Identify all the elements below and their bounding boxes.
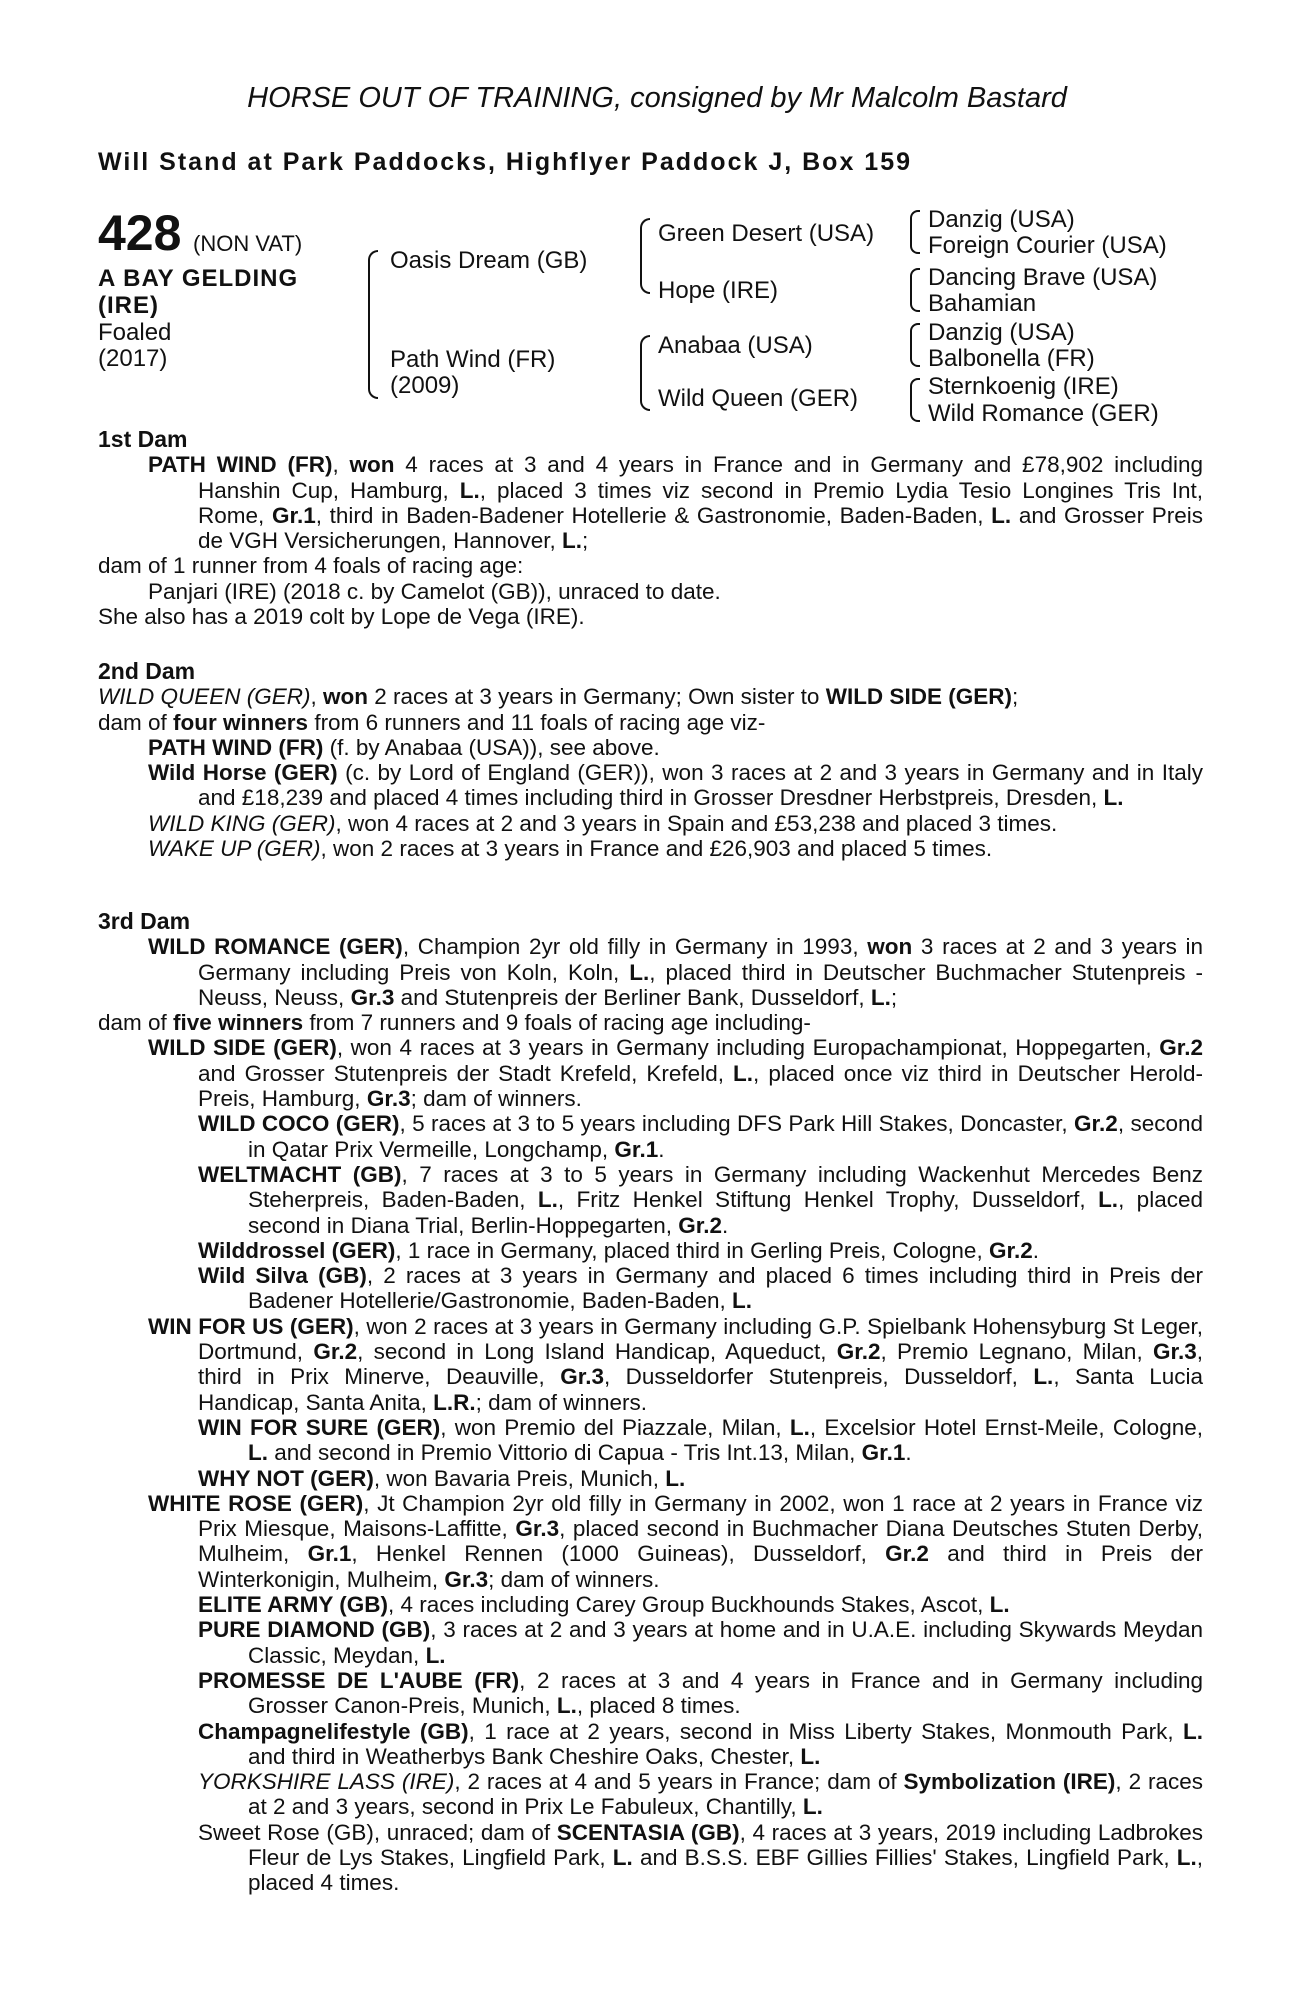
pedigree-dam-year: (2009) (390, 372, 460, 399)
progeny-line (98, 1035, 1203, 1111)
record-text: , 7 races at 3 to 5 years in Germany including Wackenhut Mercedes Benz Steherpreis, Baden-Baden, (248, 1161, 1203, 1213)
progeny-line (98, 811, 1203, 836)
record-text: (f. by Anabaa (USA)), see above. (323, 734, 660, 760)
record-text: from 6 runners and 11 foals of racing age viz- (308, 709, 766, 735)
record-text: , won Premio del Piazzale, Milan, (440, 1414, 790, 1440)
record-text: (c. by Lord of England (GER)), won 3 races at 2 and 3 years in Germany and in Italy and £18,239 and placed 4 times including third in Grosser Dresdner Herbstpreis, Dresden, (198, 760, 1203, 811)
foaled-year: (2017) (98, 345, 168, 372)
grade-label: Gr.2 (1159, 1035, 1203, 1061)
third-dam-section (98, 909, 1203, 1896)
record-text: dam of (98, 1010, 174, 1036)
pedigree-brace (368, 250, 378, 399)
horse-name: WILD SIDE (GER) (148, 1035, 337, 1061)
horse-name: Champagnelifestyle (GB) (198, 1718, 469, 1744)
grade-label: Gr.2 (836, 1339, 881, 1365)
grade-label: Gr.2 (988, 1237, 1033, 1263)
record-text: ; dam of winners. (410, 1086, 582, 1112)
record-text: , won 4 races at 3 years in Germany including Europachampionat, Hoppegarten, (336, 1035, 1160, 1061)
record-text: , Fritz Henkel Stiftung Henkel Trophy, Dusseldorf, (557, 1187, 1099, 1213)
record-text: and third in Weatherbys Bank Cheshire Oaks, Chester, (248, 1743, 801, 1769)
dam-of-line (98, 710, 1203, 735)
grade-label: L. (1103, 785, 1124, 811)
grade-label: L. (733, 1060, 754, 1086)
record-text: Sweet Rose (GB), unraced; dam of (198, 1819, 557, 1845)
pedigree-g3: Sternkoenig (IRE) (928, 373, 1119, 400)
record-text: and Stutenpreis der Berliner Bank, Dusseldorf, (394, 984, 871, 1010)
progeny-line (98, 1162, 1203, 1238)
pedigree-g3: Balbonella (FR) (928, 345, 1095, 372)
foaled-label: Foaled (98, 319, 172, 346)
grade-label: Gr.1 (307, 1541, 352, 1567)
grade-label: Gr.2 (1074, 1111, 1118, 1137)
record-text: ; (581, 528, 589, 554)
pedigree-dam-sire: Anabaa (USA) (658, 332, 813, 359)
record-text: . (1032, 1237, 1039, 1263)
horse-name: WIN FOR SURE (GER) (198, 1414, 441, 1440)
grade-label: Gr.1 (614, 1136, 659, 1162)
pedigree-brace (910, 268, 920, 312)
record-text: and Grosser Preis de VGH Versicherungen, Hannover, (198, 502, 1203, 554)
section-heading: 2nd Dam (98, 658, 196, 684)
pedigree-sire-sire: Green Desert (USA) (658, 220, 875, 247)
grade-label: L. (425, 1642, 446, 1668)
record-text: , 2 races at 3 years in Germany and placed 6 times including third in Preis der Badener Hotellerie/Gastronomie, Baden-Baden, (248, 1263, 1203, 1314)
horse-name: Symbolization (IRE) (903, 1769, 1116, 1795)
section-heading: 3rd Dam (98, 908, 191, 934)
horse-name: WILD ROMANCE (GER) (148, 934, 403, 960)
record-text: , won 4 races at 2 and 3 years in Spain and £53,238 and placed 3 times. (335, 810, 1058, 836)
grade-label: L. (1033, 1364, 1054, 1390)
grade-label: L. (1098, 1187, 1119, 1213)
pedigree-brace (640, 335, 650, 411)
record-text: , won 2 races at 3 years in France and £26,903 and placed 5 times. (320, 836, 993, 862)
record-text: , Premio Legnano, Milan, (880, 1339, 1153, 1365)
won-label: won (867, 934, 913, 960)
grade-label: Gr.1 (271, 502, 316, 528)
grade-label: L. (870, 984, 891, 1010)
grade-label: Gr.1 (861, 1440, 906, 1466)
grade-label: L. (800, 1743, 821, 1769)
horse-name: PROMESSE DE L'AUBE (FR) (198, 1667, 520, 1693)
progeny-line (98, 1466, 1203, 1491)
record-text: . (905, 1440, 912, 1466)
grade-label: Gr.2 (313, 1339, 358, 1365)
record-text: , second in Long Island Handicap, Aqueduct, (357, 1339, 837, 1365)
won-label: won (323, 684, 369, 710)
grade-label: L. (991, 502, 1012, 528)
record-text: ; (890, 984, 898, 1010)
dam-record (98, 934, 1203, 1010)
record-text: ; dam of winners. (488, 1566, 660, 1592)
progeny-line (98, 836, 1203, 861)
progeny-line (98, 1415, 1203, 1466)
horse-name: WAKE UP (GER) (148, 836, 321, 862)
stand-location: Will Stand at Park Paddocks, Highflyer Paddock J, Box 159 (98, 148, 912, 176)
record-text: , 2 races at 3 and 4 years in France and in Germany including Grosser Canon-Preis, Munich, (248, 1667, 1203, 1719)
pedigree-brace (910, 378, 920, 422)
record-text: , 2 races at 4 and 5 years in France; dam of (454, 1769, 904, 1795)
progeny-line (98, 1719, 1203, 1770)
dam-of-line (98, 1010, 1203, 1035)
record-text: 4 races at 3 and 4 years in France and in Germany and £78,902 including Hanshin Cup, Hamburg, (198, 452, 1203, 503)
pedigree-g3: Bahamian (928, 290, 1037, 317)
won-label: won (349, 452, 395, 478)
dam-record: WILD QUEEN (GER), won 2 races at 3 years in Germany; Own sister to WILD SIDE (GER); (98, 684, 1019, 710)
record-text: , third in Baden-Badener Hotellerie & Gastronomie, Baden-Baden, (315, 502, 992, 528)
grade-label: L. (537, 1187, 558, 1213)
grade-label: Gr.3 (560, 1364, 604, 1390)
horse-name: Wild Horse (GER) (148, 760, 338, 786)
grade-label: L. (732, 1288, 753, 1314)
horse-name: WIN FOR US (GER) (148, 1313, 354, 1339)
progeny-line (98, 1263, 1203, 1314)
grade-label: L. (459, 477, 480, 503)
record-text: dam of (98, 709, 174, 735)
grade-label: L. (989, 1592, 1010, 1618)
record-text: , Henkel Rennen (1000 Guineas), Dusseldorf, (351, 1541, 886, 1567)
record-text: , 4 races at 3 years, 2019 including Ladbrokes Fleur de Lys Stakes, Lingfield Park, (248, 1819, 1203, 1870)
horse-name: WILD KING (GER) (148, 810, 336, 836)
pedigree-sire: Oasis Dream (GB) (390, 247, 588, 274)
record-text: , 5 races at 3 to 5 years including DFS Park Hill Stakes, Doncaster, (399, 1111, 1075, 1137)
record-text: , Jt Champion 2yr old filly in Germany in 2002, won 1 race at 2 years in France viz Prix Miesque, Maisons-Laffitte, (198, 1490, 1203, 1542)
record-text: from 7 runners and 9 foals of racing age including- (303, 1010, 811, 1036)
progeny-line: Panjari (IRE) (2018 c. by Camelot (GB)), unraced to date. (148, 578, 721, 604)
horse-name: WILD QUEEN (GER) (98, 684, 311, 710)
grade-label: L. (561, 528, 582, 554)
grade-label: Gr.3 (515, 1516, 560, 1542)
pedigree-g3: Foreign Courier (USA) (928, 232, 1167, 259)
progeny-line (98, 1111, 1203, 1162)
grade-label: L. (789, 1414, 810, 1440)
record-text: , Dusseldorfer Stutenpreis, Dusseldorf, (603, 1364, 1034, 1390)
record-text: and third in Preis der Winterkonigin, Mulheim, (198, 1541, 1203, 1592)
pedigree-brace (640, 218, 650, 294)
winners-count: five winners (173, 1010, 304, 1036)
consignor-header: HORSE OUT OF TRAINING, consigned by Mr Malcolm Bastard (247, 82, 1067, 114)
record-text: and second in Premio Vittorio di Capua - Tris Int.13, Milan, (268, 1440, 862, 1466)
record-text: ; (1011, 684, 1019, 710)
grade-label: Gr.3 (350, 984, 395, 1010)
section-heading: 1st Dam (98, 426, 188, 452)
horse-name: WILD SIDE (GER) (825, 684, 1012, 710)
grade-label: L. (802, 1794, 823, 1820)
progeny-line (98, 1491, 1203, 1592)
record-text: , placed 8 times. (576, 1693, 741, 1719)
pedigree-brace (910, 323, 920, 367)
second-dam-section (98, 659, 1203, 861)
grade-label: Gr.2 (885, 1541, 929, 1567)
record-text: , 2 races at 2 and 3 years, second in Prix Le Fabuleux, Chantilly, (248, 1769, 1203, 1820)
pedigree-g3: Danzig (USA) (928, 206, 1075, 233)
horse-name: WHY NOT (GER) (198, 1465, 374, 1491)
horse-name: WELTMACHT (GB) (198, 1161, 402, 1187)
progeny-line (98, 735, 1203, 760)
lot-description: A BAY GELDING (98, 265, 299, 292)
grade-label: Gr.3 (444, 1566, 489, 1592)
record-text: 3 races at 2 and 3 years in Germany including Preis von Koln, Koln, (198, 934, 1203, 985)
horse-name: PATH WIND (FR) (148, 734, 324, 760)
record-text: , placed once viz third in Deutscher Herold-Preis, Hamburg, (198, 1060, 1203, 1112)
record-text: , third in Prix Minerve, Deauville, (198, 1339, 1204, 1390)
record-text: , 3 races at 2 and 3 years at home and in U.A.E. including Skywards Meydan Classic, Meydan, (248, 1617, 1203, 1668)
pedigree-dam: Path Wind (FR) (390, 346, 556, 373)
grade-label: L. (612, 1844, 633, 1870)
pedigree-g3: Wild Romance (GER) (928, 400, 1159, 427)
record-text: , Excelsior Hotel Ernst-Meile, Cologne, (809, 1414, 1203, 1440)
grade-label: L.R. (433, 1389, 476, 1415)
horse-name: WHITE ROSE (GER) (148, 1490, 364, 1516)
lot-number: 428 (98, 205, 182, 261)
progeny-line (98, 1668, 1203, 1719)
progeny-line (98, 1592, 1203, 1617)
record-text: , placed second in Buchmacher Diana Deutsches Stuten Derby, Mulheim, (198, 1516, 1204, 1567)
also-line: She also has a 2019 colt by Lope de Vega (IRE). (98, 604, 585, 630)
record-text: , Champion 2yr old filly in Germany in 1993, (402, 934, 868, 960)
horse-name: Wilddrossel (GER) (198, 1237, 396, 1263)
grade-label: L. (556, 1693, 577, 1719)
record-text: , 1 race at 2 years, second in Miss Liberty Stakes, Monmouth Park, (468, 1718, 1183, 1744)
progeny-line (98, 1769, 1203, 1820)
record-text: , second in Qatar Prix Vermeille, Longchamp, (248, 1111, 1203, 1162)
progeny-line (98, 1820, 1203, 1896)
progeny-line (98, 1617, 1203, 1668)
vat-status: (NON VAT) (193, 231, 303, 256)
record-text: , placed second in Diana Trial, Berlin-Hoppegarten, (248, 1187, 1203, 1238)
pedigree-sire-dam: Hope (IRE) (658, 277, 779, 304)
grade-label: Gr.3 (1152, 1339, 1197, 1365)
first-dam-section (98, 427, 1203, 629)
lot-description-origin: (IRE) (98, 292, 159, 319)
progeny-line (98, 1314, 1203, 1415)
record-text: , placed 3 times viz second in Premio Lydia Tesio Longines Tris Int, Rome, (198, 477, 1203, 528)
record-text: 2 races at 3 years in Germany; Own sister to (368, 684, 826, 710)
record-text: ; dam of winners. (475, 1389, 647, 1415)
horse-name: PATH WIND (FR) (148, 452, 333, 478)
grade-label: Gr.2 (678, 1212, 723, 1238)
record-text: , 4 races including Carey Group Buckhounds Stakes, Ascot, (388, 1592, 990, 1618)
horse-name: ELITE ARMY (GB) (198, 1592, 388, 1618)
grade-label: L. (1176, 1844, 1197, 1870)
record-text: , placed third in Deutscher Buchmacher Stutenpreis - Neuss, Neuss, (198, 959, 1203, 1010)
record-text: , placed 4 times. (248, 1844, 1203, 1896)
dam-record: PATH WIND (FR), won 4 races at 3 and 4 years in France and in Germany and £78,902 including Hanshin Cup, Hamburg, L., placed 3 times viz second in Premio Lydia Tesio Longines Tris Int, Rome, Gr.1, third in Baden-Badener Hotellerie & Gastronomie, Baden-Baden, L. and Grosser Preis de VGH Versicherungen, Hannover, L.; (148, 452, 1203, 554)
record-text: , Santa Lucia Handicap, Santa Anita, (198, 1364, 1203, 1415)
record-text: and B.S.S. EBF Gillies Fillies' Stakes, Lingfield Park, (632, 1844, 1177, 1870)
record-text: . (722, 1212, 729, 1238)
horse-name: PURE DIAMOND (GB) (198, 1617, 431, 1643)
horse-name: YORKSHIRE LASS (IRE) (198, 1769, 455, 1795)
horse-name: Wild Silva (GB) (198, 1263, 367, 1289)
record-text: , won 2 races at 3 years in Germany including G.P. Spielbank Hohensyburg St Leger, Dortmund, (198, 1313, 1204, 1365)
grade-label: Gr.3 (366, 1086, 411, 1112)
grade-label: L. (1183, 1718, 1203, 1744)
progeny-line (98, 760, 1203, 811)
pedigree-brace (910, 210, 920, 254)
pedigree-g3: Danzig (USA) (928, 319, 1075, 346)
record-text: , won Bavaria Preis, Munich, (373, 1465, 666, 1491)
pedigree-dam-dam: Wild Queen (GER) (658, 385, 859, 412)
record-text: and Grosser Stutenpreis der Stadt Krefeld, Krefeld, (198, 1060, 734, 1086)
grade-label: L. (629, 959, 650, 985)
record-text: . (658, 1136, 665, 1162)
grade-label: L. (665, 1465, 686, 1491)
horse-name: SCENTASIA (GB) (556, 1819, 740, 1845)
pedigree-g3: Dancing Brave (USA) (928, 264, 1158, 291)
progeny-line (98, 1238, 1203, 1263)
record-text: , 1 race in Germany, placed third in Gerling Preis, Cologne, (395, 1237, 989, 1263)
grade-label: L. (248, 1440, 268, 1466)
dam-of-line: dam of 1 runner from 4 foals of racing age: (98, 553, 524, 579)
horse-name: WILD COCO (GER) (198, 1111, 400, 1137)
winners-count: four winners (173, 709, 309, 735)
